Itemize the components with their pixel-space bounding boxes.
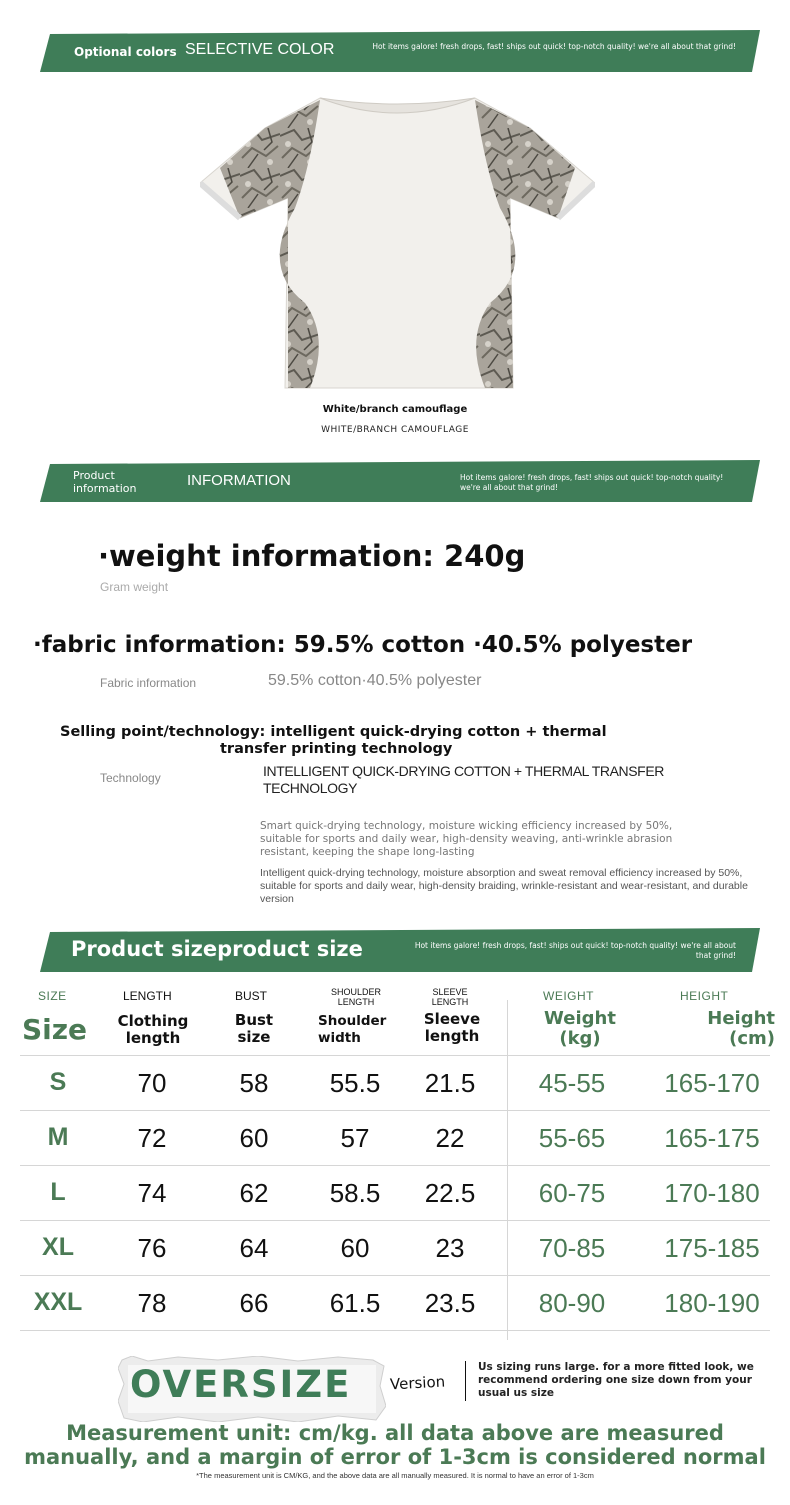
cell-weight: 70-85 <box>538 1233 606 1263</box>
cell-length: 74 <box>137 1178 167 1208</box>
table-divider <box>20 1110 770 1111</box>
banner-title: INFORMATION <box>187 472 291 489</box>
header-height: Height (cm) <box>707 1008 775 1049</box>
weight-subtitle: Gram weight <box>100 580 169 594</box>
cell-sleeve: 22 <box>435 1123 465 1153</box>
cell-bust: 66 <box>239 1288 269 1318</box>
banner-title: Product sizeproduct size <box>71 937 363 961</box>
table-column-divider <box>507 1000 508 1340</box>
color-caption-upper: WHITE/BRANCH CAMOUFLAGE <box>321 425 469 435</box>
description-translated: Intelligent quick-drying technology, moisture absorption and sweat removal efficiency increased by 50%, suitable for sports and daily wear, high-density braiding, wrinkle-resistant and wear-resistant, and durable version <box>260 867 748 905</box>
weight-info: ·weight information: 240g <box>98 539 526 573</box>
cell-weight: 45-55 <box>538 1068 606 1098</box>
version-label: Version <box>389 1372 446 1394</box>
table-divider <box>20 1275 770 1276</box>
cell-bust: 64 <box>239 1233 269 1263</box>
banner-optional-colors <box>40 30 760 72</box>
cell-size: XXL <box>33 1288 83 1316</box>
header-weight: Weight (kg) <box>544 1008 616 1049</box>
selling-point-line2: transfer printing technology <box>220 741 453 757</box>
cell-shoulder: 58.5 <box>329 1178 381 1208</box>
header-clothing-length: Clothing length <box>117 1012 189 1047</box>
color-caption: White/branch camouflage <box>322 404 468 415</box>
cell-bust: 60 <box>239 1123 269 1153</box>
selling-point-line1: Selling point/technology: intelligent quick-drying cotton + thermal <box>60 724 607 740</box>
cell-weight: 80-90 <box>538 1288 606 1318</box>
header-height-en: HEIGHT <box>680 989 729 1003</box>
header-length-en: LENGTH <box>123 989 172 1003</box>
cell-shoulder: 60 <box>340 1233 370 1263</box>
cell-height: 175-185 <box>664 1233 760 1263</box>
banner-left-label-1: Product <box>73 469 115 482</box>
description-en: Smart quick-drying technology, moisture wicking efficiency increased by 50%, suitable for sports and daily wear, high-density weaving, anti-wrinkle abrasion resistant, keeping the shape long-lasting <box>260 820 673 858</box>
banner-tagline: Hot items galore! fresh drops, fast! ships out quick! top-notch quality! we're all about that grind! <box>414 941 736 960</box>
table-divider <box>20 1220 770 1221</box>
cell-bust: 62 <box>239 1178 269 1208</box>
cell-size: L <box>50 1178 66 1206</box>
cell-height: 165-170 <box>664 1068 760 1098</box>
cell-height: 165-175 <box>664 1123 760 1153</box>
cell-sleeve: 23 <box>435 1233 465 1263</box>
cell-length: 76 <box>137 1233 167 1263</box>
header-size-en: SIZE <box>38 989 67 1003</box>
cell-length: 70 <box>137 1068 167 1098</box>
header-sleeve-en: SLEEVE LENGTH <box>431 987 469 1007</box>
cell-height: 180-190 <box>664 1288 760 1318</box>
header-size: Size <box>22 1013 88 1046</box>
cell-shoulder: 61.5 <box>329 1288 381 1318</box>
header-sleeve-length: Sleeve length <box>423 1010 481 1045</box>
cell-size: XL <box>42 1233 74 1261</box>
banner-left-label-2: information <box>73 482 137 495</box>
technology-label: Technology <box>100 771 161 785</box>
oversize-label: OVERSIZE <box>130 1363 352 1406</box>
banner-title: SELECTIVE COLOR <box>185 41 335 58</box>
header-bust-size: Bust size <box>234 1011 274 1046</box>
cell-sleeve: 21.5 <box>424 1068 476 1098</box>
cell-weight: 55-65 <box>538 1123 606 1153</box>
cell-shoulder: 57 <box>340 1123 370 1153</box>
banner-product-size <box>40 928 760 972</box>
cell-length: 72 <box>137 1123 167 1153</box>
sizing-note: Us sizing runs large. for a more fitted look, we recommend ordering one size down from your usual us size <box>478 1361 754 1399</box>
cell-bust: 58 <box>239 1068 269 1098</box>
banner-tagline: Hot items galore! fresh drops, fast! ships out quick! top-notch quality! we're all about that grind! <box>372 42 736 51</box>
table-divider <box>20 1165 770 1166</box>
header-bust-en: BUST <box>235 989 268 1003</box>
cell-weight: 60-75 <box>538 1178 606 1208</box>
header-shoulder-width: Shoulder width <box>318 1013 387 1046</box>
cell-height: 170-180 <box>664 1178 760 1208</box>
cell-size: M <box>47 1123 69 1151</box>
cell-sleeve: 23.5 <box>424 1288 476 1318</box>
table-divider <box>20 1055 770 1056</box>
fabric-info: ·fabric information: 59.5% cotton ·40.5% polyester <box>33 632 693 658</box>
technology-value: INTELLIGENT QUICK-DRYING COTTON + THERMAL TRANSFER TECHNOLOGY <box>263 763 664 796</box>
header-shoulder-en: SHOULDER LENGTH <box>330 987 381 1007</box>
cell-size: S <box>49 1068 67 1096</box>
measurement-footnote: *The measurement unit is CM/KG, and the above data are all manually measured. It is normal to have an error of 1-3cm <box>196 1471 594 1480</box>
note-divider <box>465 1361 466 1401</box>
table-divider <box>20 1330 770 1331</box>
fabric-label: Fabric information <box>100 676 197 690</box>
cell-shoulder: 55.5 <box>329 1068 381 1098</box>
banner-left-label: Optional colors <box>74 45 177 59</box>
measurement-line2: manually, and a margin of error of 1-3cm is considered normal <box>24 1445 766 1469</box>
header-weight-en: WEIGHT <box>543 989 594 1003</box>
fabric-value: 59.5% cotton·40.5% polyester <box>268 672 482 689</box>
banner-tagline: Hot items galore! fresh drops, fast! ships out quick! top-notch quality! we're all about that grind! <box>460 473 724 492</box>
measurement-line1: Measurement unit: cm/kg. all data above are measured <box>66 1421 724 1445</box>
banner-product-information <box>40 460 760 502</box>
cell-length: 78 <box>137 1288 167 1318</box>
cell-sleeve: 22.5 <box>424 1178 476 1208</box>
tshirt-image <box>200 88 595 393</box>
